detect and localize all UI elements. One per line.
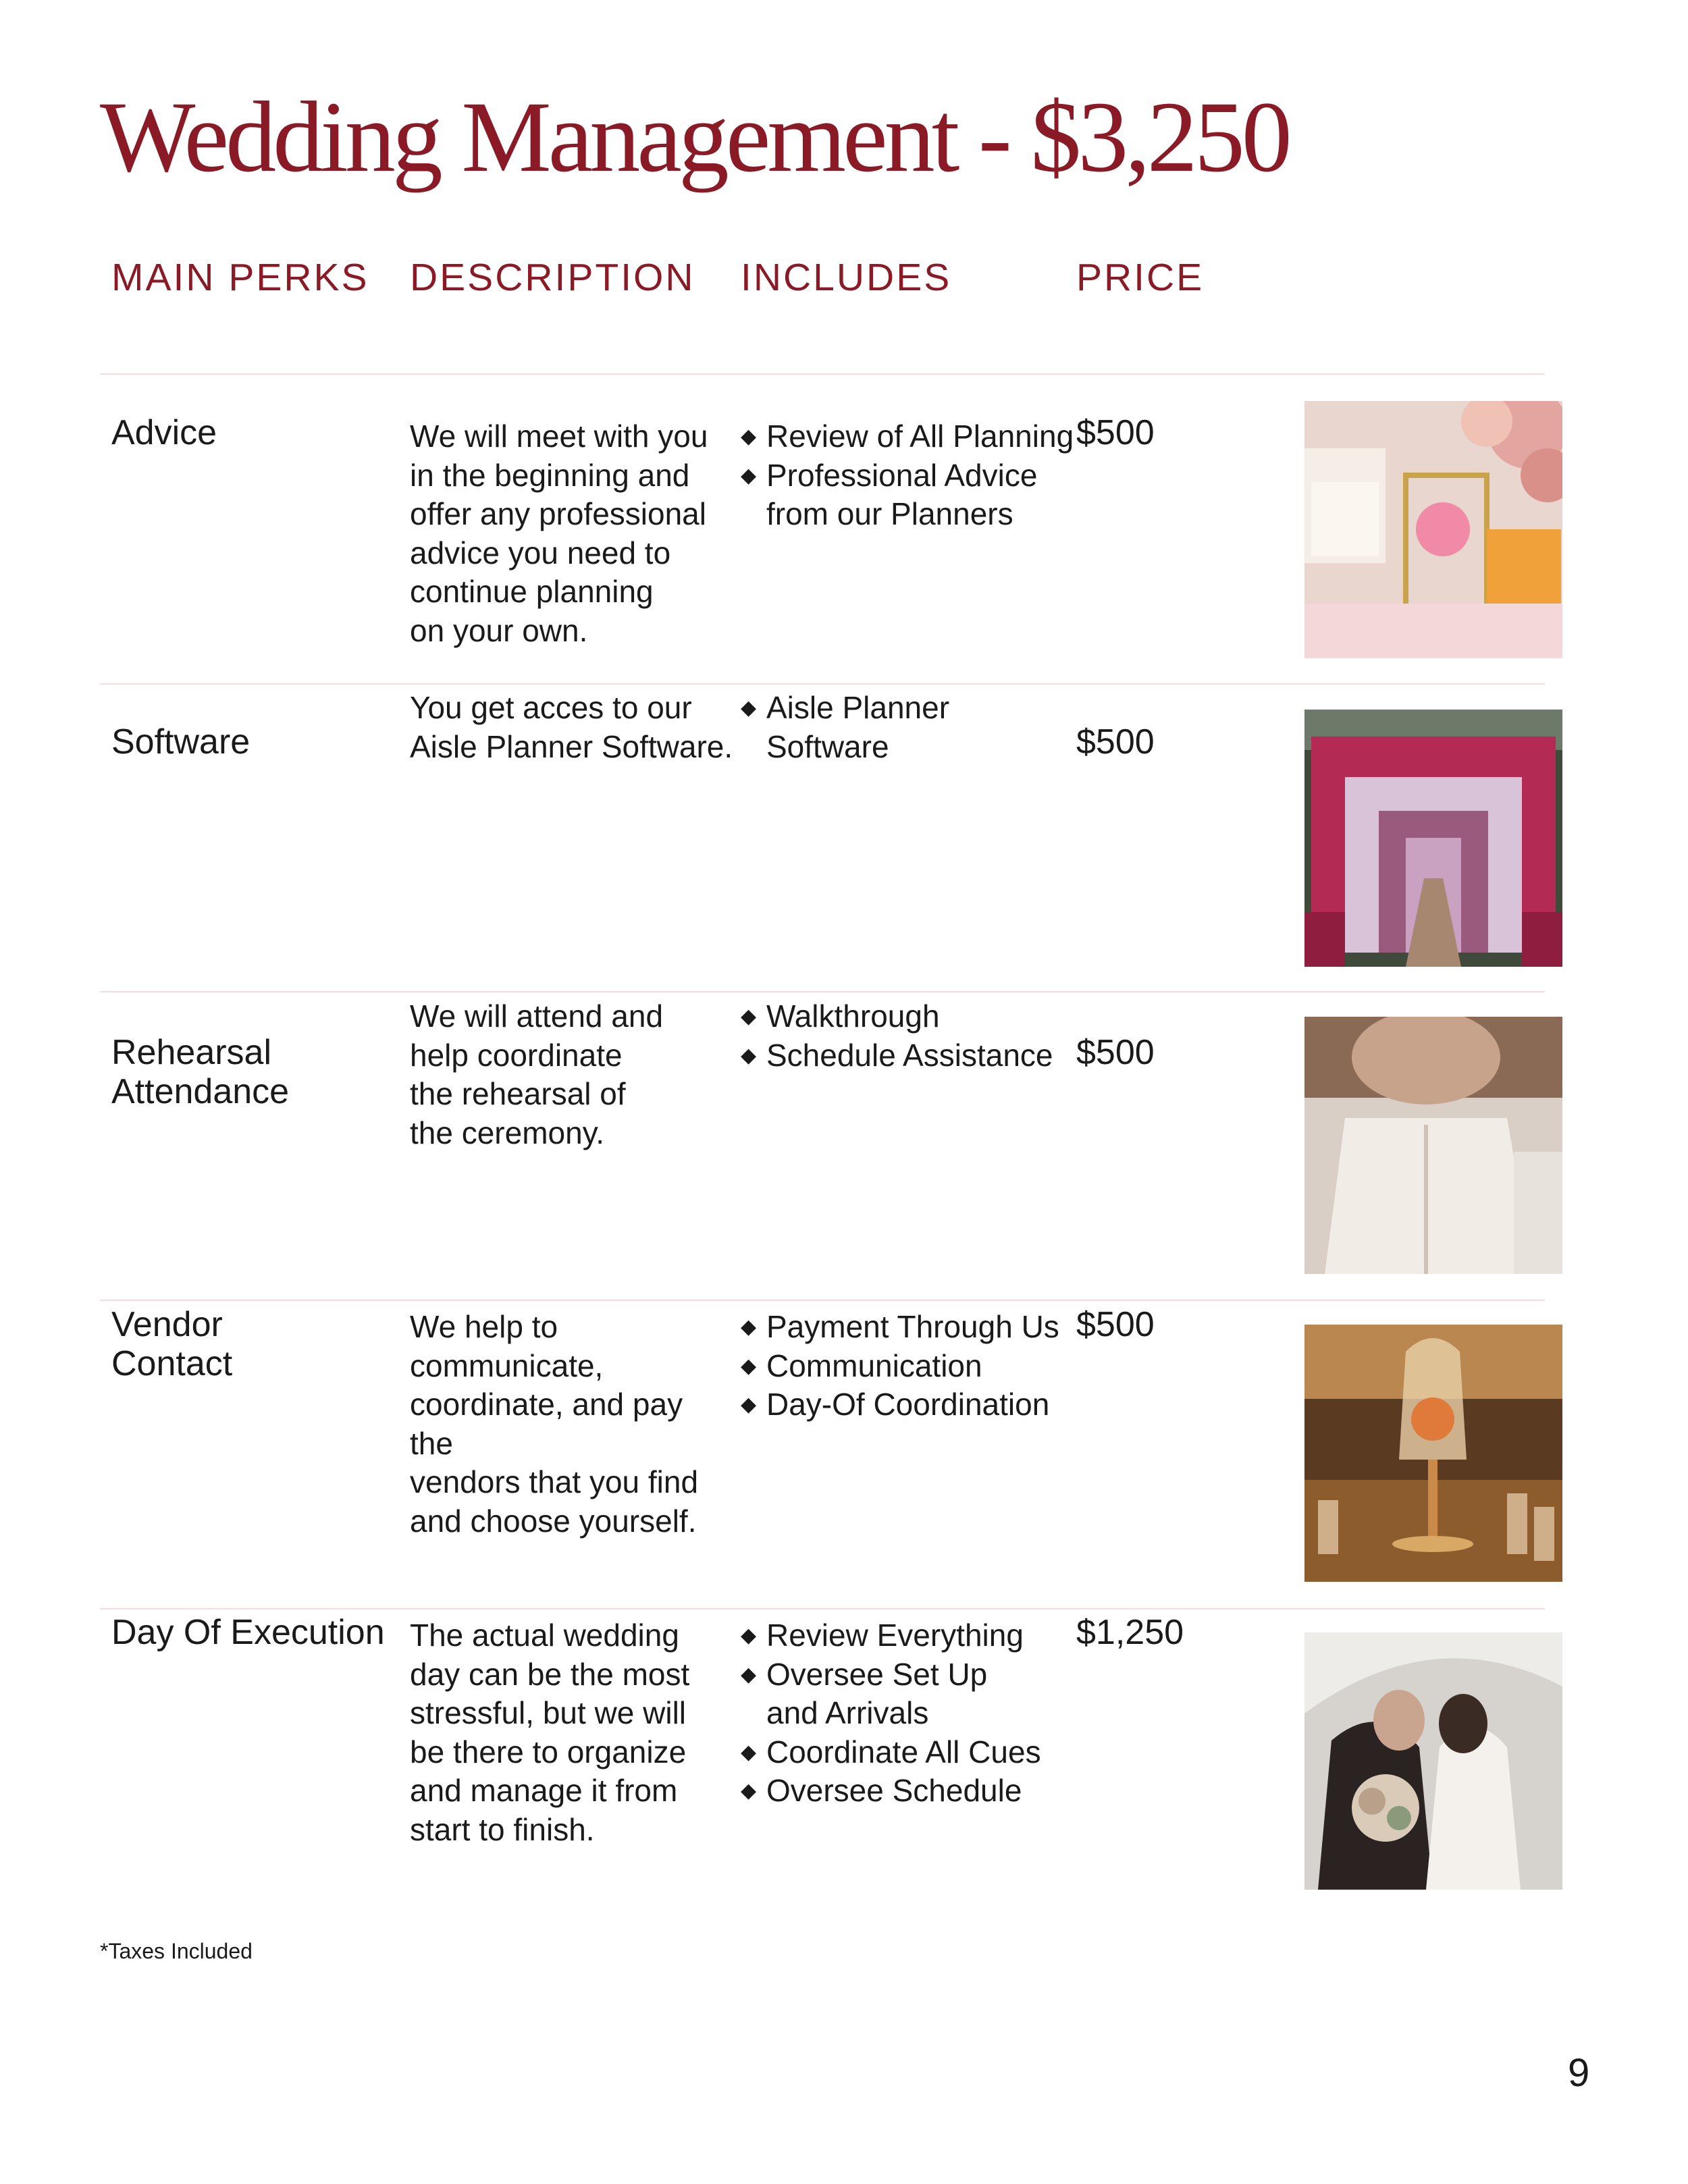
- diamond-bullet-icon: ◆: [741, 697, 757, 719]
- diamond-bullet-icon: ◆: [741, 1740, 757, 1763]
- diamond-bullet-icon: ◆: [741, 1624, 757, 1647]
- row-divider: [100, 373, 1545, 375]
- list-item: ◆ Review Everything: [739, 1616, 1077, 1655]
- list-item: ◆ Oversee Schedule: [739, 1772, 1077, 1811]
- page-title: Wedding Management - $3,250: [100, 81, 1289, 193]
- includes-list: [739, 417, 1077, 534]
- taxes-footnote: *Taxes Included: [100, 1939, 253, 1963]
- column-header-description: DESCRIPTION: [410, 256, 695, 299]
- diamond-bullet-icon: ◆: [741, 1316, 757, 1338]
- list-item: ◆ Review of All Planning: [739, 417, 1077, 456]
- includes-list: [739, 1308, 1077, 1424]
- perk-price: $500: [1076, 413, 1155, 452]
- list-item: ◆ Schedule Assistance: [739, 1036, 1077, 1075]
- diamond-bullet-icon: ◆: [741, 1044, 757, 1067]
- includes-list: [739, 689, 1077, 766]
- photo-dessert-table: [1304, 401, 1562, 658]
- perk-description: We will attend and help coordinate the rehearsal of the ceremony.: [410, 998, 664, 1150]
- perk-name: Advice: [111, 413, 217, 452]
- includes-list: [739, 997, 1077, 1075]
- diamond-bullet-icon: ◆: [741, 1780, 757, 1802]
- list-item: ◆ Day-Of Coordination: [739, 1385, 1077, 1424]
- column-header-price: PRICE: [1076, 256, 1205, 299]
- perk-name: Rehearsal Attendance: [111, 1033, 290, 1111]
- perk-description: We will meet with you in the beginning and offer any professional advice you need to continue planning on your own.: [410, 419, 708, 648]
- column-header-main-perks: MAIN PERKS: [111, 256, 369, 299]
- perk-price: $500: [1076, 1305, 1155, 1344]
- photo-floral-archway: [1304, 710, 1562, 967]
- list-item: ◆ Oversee Set Up and Arrivals: [741, 1656, 988, 1730]
- diamond-bullet-icon: ◆: [741, 1663, 757, 1686]
- row-divider: [100, 991, 1545, 992]
- list-item: ◆ Walkthrough: [739, 997, 1077, 1036]
- diamond-bullet-icon: ◆: [741, 464, 757, 487]
- row-divider: [100, 683, 1545, 685]
- perk-price: $500: [1076, 1033, 1155, 1072]
- list-item: ◆ Professional Advice from our Planners: [741, 457, 1038, 531]
- diamond-bullet-icon: ◆: [741, 1005, 757, 1028]
- photo-couple-kiss: [1304, 1632, 1562, 1890]
- perk-description: You get acces to our Aisle Planner Software.: [410, 690, 733, 764]
- row-divider: [100, 1300, 1545, 1301]
- list-item: ◆ Communication: [739, 1347, 1077, 1386]
- diamond-bullet-icon: ◆: [741, 425, 757, 448]
- includes-list: [739, 1616, 1077, 1811]
- page-number: 9: [1568, 2051, 1590, 2095]
- diamond-bullet-icon: ◆: [741, 1354, 757, 1377]
- diamond-bullet-icon: ◆: [741, 1393, 757, 1416]
- perk-name: Software: [111, 722, 250, 762]
- perk-description: We help to communicate, coordinate, and pay the vendors that you find and choose yourself.: [410, 1309, 699, 1539]
- perk-description: The actual wedding day can be the most stressful, but we will be there to organize and manage it from start to finish.: [410, 1618, 690, 1847]
- photo-bride-dress: [1304, 1017, 1562, 1274]
- list-item: ◆ Coordinate All Cues: [739, 1733, 1077, 1772]
- list-item: ◆ Payment Through Us: [739, 1308, 1077, 1347]
- row-divider: [100, 1608, 1545, 1609]
- photo-glassware-table: [1304, 1325, 1562, 1582]
- list-item: ◆ Aisle Planner Software: [741, 690, 950, 764]
- column-header-includes: INCLUDES: [741, 256, 952, 299]
- perk-name: Day Of Execution: [111, 1613, 385, 1652]
- perk-price: $1,250: [1076, 1613, 1184, 1652]
- perk-price: $500: [1076, 722, 1155, 762]
- perk-name: Vendor Contact: [111, 1305, 233, 1383]
